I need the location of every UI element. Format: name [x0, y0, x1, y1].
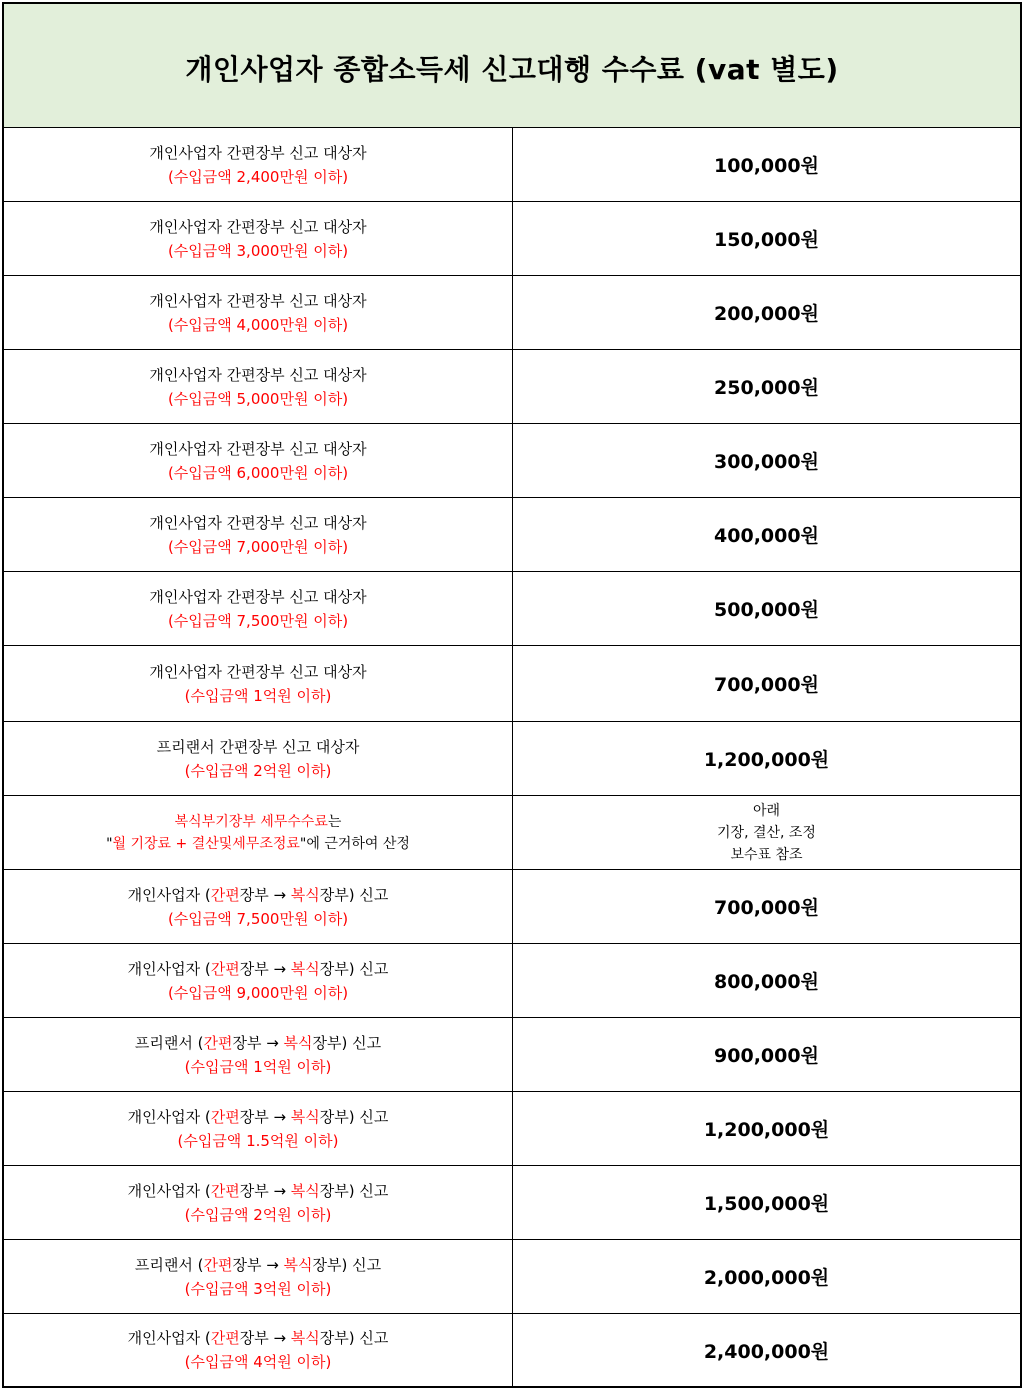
page-title: 개인사업자 종합소득세 신고대행 수수료 (vat 별도): [185, 52, 839, 86]
from-book-type: 간편: [210, 1107, 240, 1126]
income-limit: (수입금액 4억원 이하): [184, 1353, 332, 1371]
fee-table: [2, 2, 1022, 1388]
category-label: [135, 1253, 381, 1277]
note-highlight: 복식부기장부 세무수수료: [174, 813, 328, 830]
paren-open: (: [204, 885, 211, 904]
paren-open: (: [204, 1181, 211, 1200]
arrow-icon: →: [268, 1107, 291, 1126]
to-suffix: 장부: [319, 1181, 349, 1200]
arrow-icon: →: [268, 1329, 291, 1347]
filer-type: 개인사업자: [127, 1329, 201, 1347]
paren-close: ) 신고: [341, 1255, 382, 1274]
income-limit: (수입금액 2억원 이하): [184, 761, 332, 780]
category-cell: [4, 128, 513, 201]
category-label: 개인사업자 간편장부 신고 대상자: [149, 291, 367, 310]
fee-cell: [513, 1092, 1020, 1165]
paren-open: (: [197, 1255, 204, 1274]
reference-line: 아래: [752, 802, 781, 819]
category-cell: [4, 202, 513, 275]
category-label: [128, 1105, 389, 1129]
note-text: "에 근거하여 산정: [299, 835, 410, 852]
fee-amount: 1,200,000원: [703, 749, 830, 771]
filer-type: 개인사업자: [127, 1181, 201, 1200]
fee-amount: 400,000원: [714, 525, 819, 547]
paren-open: (: [204, 1107, 211, 1126]
fee-amount: 1,500,000원: [703, 1193, 830, 1215]
category-cell: [4, 722, 513, 795]
fee-cell: [513, 1240, 1020, 1313]
from-suffix: 장부: [239, 885, 269, 904]
fee-amount: 900,000원: [714, 1045, 819, 1067]
fee-amount: 2,000,000원: [703, 1267, 830, 1289]
income-limit: (수입금액 6,000만원 이하): [167, 463, 349, 482]
category-cell: [4, 1018, 513, 1091]
fee-cell: [513, 498, 1020, 571]
arrow-icon: →: [268, 1181, 291, 1200]
filer-type: 프리랜서: [134, 1033, 193, 1052]
fee-cell: [513, 128, 1020, 201]
from-book-type: 간편: [210, 1181, 240, 1200]
table-header: [4, 4, 1020, 128]
from-suffix: 장부: [232, 1033, 262, 1052]
category-cell: [4, 1240, 513, 1313]
fee-cell: [513, 202, 1020, 275]
filer-type: 개인사업자: [127, 1107, 201, 1126]
fee-amount: 700,000원: [714, 674, 819, 696]
table-row: [4, 646, 1020, 722]
fee-cell: [513, 350, 1020, 423]
fee-cell: [513, 722, 1020, 795]
income-limit: (수입금액 7,000만원 이하): [167, 537, 349, 556]
reference-line: 기장, 결산, 조정: [717, 824, 816, 841]
note-quote: ": [106, 835, 113, 852]
income-limit: (수입금액 7,500만원 이하): [167, 611, 349, 630]
reference-line: 보수표 참조: [730, 846, 803, 863]
to-book-type: 복식: [290, 1107, 320, 1126]
income-limit: (수입금액 3억원 이하): [184, 1279, 332, 1298]
fee-amount: 300,000원: [714, 451, 819, 473]
category-label: 프리랜서 간편장부 신고 대상자: [156, 737, 360, 756]
fee-cell: [513, 944, 1020, 1017]
fee-cell: [513, 276, 1020, 349]
from-suffix: 장부: [239, 1329, 269, 1347]
fee-amount: 150,000원: [714, 229, 819, 251]
filer-type: 개인사업자: [127, 959, 201, 978]
income-limit: (수입금액 3,000만원 이하): [167, 241, 349, 260]
to-suffix: 장부: [319, 959, 349, 978]
category-cell: [4, 1092, 513, 1165]
paren-close: ) 신고: [341, 1033, 382, 1052]
from-book-type: 간편: [210, 1329, 240, 1347]
category-cell: [4, 572, 513, 645]
income-limit: (수입금액 7,500만원 이하): [167, 909, 349, 928]
category-label: [128, 1179, 389, 1203]
category-label: 개인사업자 간편장부 신고 대상자: [149, 143, 367, 162]
category-label: 개인사업자 간편장부 신고 대상자: [149, 217, 367, 236]
note-line-1: [175, 811, 342, 833]
filer-type: 개인사업자: [127, 885, 201, 904]
category-cell: [4, 424, 513, 497]
to-book-type: 복식: [283, 1033, 313, 1052]
income-limit: (수입금액 1.5억원 이하): [177, 1131, 339, 1150]
from-book-type: 간편: [210, 885, 240, 904]
to-book-type: 복식: [290, 1181, 320, 1200]
to-book-type: 복식: [290, 1329, 320, 1347]
fee-amount: 2,400,000원: [703, 1340, 830, 1363]
table-row: [4, 572, 1020, 646]
table-row: [4, 1166, 1020, 1240]
to-suffix: 장부: [319, 1329, 349, 1347]
table-row: [4, 128, 1020, 202]
from-book-type: 간편: [203, 1033, 233, 1052]
table-row: [4, 796, 1020, 870]
paren-close: ) 신고: [348, 885, 389, 904]
fee-cell: [513, 870, 1020, 943]
to-suffix: 장부: [319, 885, 349, 904]
fee-cell: [513, 646, 1020, 721]
table-row: [4, 1240, 1020, 1314]
table-row: [4, 202, 1020, 276]
category-cell: [4, 350, 513, 423]
paren-open: (: [204, 959, 211, 978]
fee-cell: [513, 1314, 1020, 1386]
income-limit: (수입금액 1억원 이하): [184, 1057, 332, 1076]
arrow-icon: →: [261, 1255, 284, 1274]
category-label: 개인사업자 간편장부 신고 대상자: [149, 513, 367, 532]
to-book-type: 복식: [290, 885, 320, 904]
income-limit: (수입금액 2억원 이하): [184, 1205, 332, 1224]
category-label: [128, 1326, 389, 1350]
fee-amount: 250,000원: [714, 377, 819, 399]
table-row: [4, 1092, 1020, 1166]
income-limit: (수입금액 4,000만원 이하): [167, 315, 349, 334]
table-row: [4, 870, 1020, 944]
fee-cell: [513, 796, 1020, 869]
income-limit: (수입금액 2,400만원 이하): [167, 167, 349, 186]
table-row: [4, 1314, 1020, 1386]
category-label: 개인사업자 간편장부 신고 대상자: [149, 587, 367, 606]
to-book-type: 복식: [283, 1255, 313, 1274]
table-row: [4, 1018, 1020, 1092]
category-cell: [4, 646, 513, 721]
from-suffix: 장부: [239, 959, 269, 978]
table-row: [4, 722, 1020, 796]
note-highlight: 월 기장료 + 결산및세무조정료: [112, 835, 300, 852]
fee-cell: [513, 1018, 1020, 1091]
arrow-icon: →: [268, 959, 291, 978]
category-cell: [4, 1314, 513, 1386]
table-row: [4, 350, 1020, 424]
from-book-type: 간편: [203, 1255, 233, 1274]
to-book-type: 복식: [290, 959, 320, 978]
note-line-2: [106, 833, 410, 855]
from-suffix: 장부: [239, 1181, 269, 1200]
category-label: 개인사업자 간편장부 신고 대상자: [149, 439, 367, 458]
category-cell: [4, 1166, 513, 1239]
from-suffix: 장부: [239, 1107, 269, 1126]
to-suffix: 장부: [319, 1107, 349, 1126]
fee-amount: 500,000원: [714, 599, 819, 621]
arrow-icon: →: [261, 1033, 284, 1052]
table-row: [4, 498, 1020, 572]
income-limit: (수입금액 5,000만원 이하): [167, 389, 349, 408]
table-row: [4, 944, 1020, 1018]
category-cell: [4, 276, 513, 349]
income-limit: (수입금액 1억원 이하): [184, 686, 332, 705]
category-label: [128, 883, 389, 907]
category-label: [128, 957, 389, 981]
to-suffix: 장부: [312, 1033, 342, 1052]
from-suffix: 장부: [232, 1255, 262, 1274]
category-cell: [4, 870, 513, 943]
arrow-icon: →: [268, 885, 291, 904]
paren-close: ) 신고: [348, 1107, 389, 1126]
table-row: [4, 424, 1020, 498]
category-label: 개인사업자 간편장부 신고 대상자: [149, 365, 367, 384]
filer-type: 프리랜서: [134, 1255, 193, 1274]
paren-close: ) 신고: [348, 1181, 389, 1200]
category-label: 개인사업자 간편장부 신고 대상자: [149, 662, 367, 681]
fee-amount: 200,000원: [714, 303, 819, 325]
paren-close: ) 신고: [348, 959, 389, 978]
fee-amount: 700,000원: [714, 897, 819, 919]
fee-amount: 100,000원: [714, 155, 819, 177]
category-cell: [4, 498, 513, 571]
fee-amount: 1,200,000원: [703, 1119, 830, 1141]
category-label: [135, 1031, 381, 1055]
fee-cell: [513, 1166, 1020, 1239]
paren-close: ) 신고: [348, 1329, 389, 1347]
category-cell: [4, 796, 513, 869]
table-row: [4, 276, 1020, 350]
fee-cell: [513, 424, 1020, 497]
fee-cell: [513, 572, 1020, 645]
income-limit: (수입금액 9,000만원 이하): [167, 983, 349, 1002]
table-body: [4, 128, 1020, 1386]
note-text: 는: [327, 813, 342, 830]
fee-amount: 800,000원: [714, 971, 819, 993]
paren-open: (: [197, 1033, 204, 1052]
to-suffix: 장부: [312, 1255, 342, 1274]
category-cell: [4, 944, 513, 1017]
paren-open: (: [204, 1329, 211, 1347]
from-book-type: 간편: [210, 959, 240, 978]
